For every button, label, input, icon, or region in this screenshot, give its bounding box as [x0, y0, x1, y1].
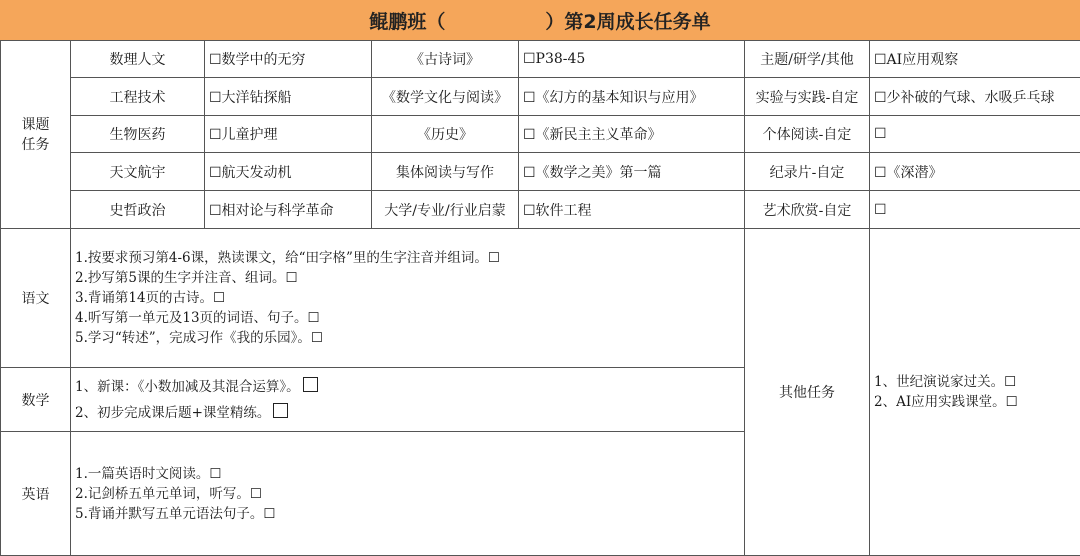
sheet-title — [0, 0, 1080, 41]
chinese-label: 语文 — [1, 229, 71, 368]
topic-task-checkbox[interactable]: ☐儿童护理 — [205, 116, 372, 153]
topic-course: 《数学文化与阅读》 — [372, 78, 519, 116]
topic-course: 《古诗词》 — [372, 41, 519, 78]
topic-row — [1, 191, 1080, 229]
topic-extra-checkbox[interactable]: ☐ — [870, 191, 1080, 229]
topic-course: 《历史》 — [372, 116, 519, 153]
other-task-item[interactable]: 1、世纪演说家过关。☐ — [874, 374, 1017, 390]
task-table — [0, 40, 1080, 556]
topic-extra-checkbox[interactable]: ☐ — [870, 116, 1080, 153]
topic-course-checkbox[interactable]: ☐《幻方的基本知识与应用》 — [519, 78, 745, 116]
topic-course-checkbox[interactable]: ☐P38-45 — [519, 41, 745, 78]
math-task-checkbox[interactable] — [273, 403, 288, 418]
topic-row — [1, 41, 1080, 78]
english-tasks — [71, 432, 745, 556]
other-task-item[interactable]: 2、AI应用实践课堂。☐ — [874, 394, 1018, 410]
topic-course: 集体阅读与写作 — [372, 153, 519, 191]
topic-task-checkbox[interactable]: ☐数学中的无穷 — [205, 41, 372, 78]
english-task-item[interactable]: 1.一篇英语时文阅读。☐ — [75, 465, 222, 482]
chinese-task-item[interactable]: 2.抄写第5课的生字并注音、组词。☐ — [75, 270, 298, 286]
topic-category: 工程技术 — [71, 78, 205, 116]
math-task-row — [75, 374, 740, 400]
chinese-tasks — [71, 229, 745, 368]
topic-extra-category: 艺术欣赏-自定 — [745, 191, 870, 229]
topic-course-checkbox[interactable]: ☐软件工程 — [519, 191, 745, 229]
topic-extra-category: 纪录片-自定 — [745, 153, 870, 191]
chinese-row — [1, 229, 1080, 368]
chinese-task-item[interactable]: 5.学习“转述”，完成习作《我的乐园》。☐ — [75, 330, 324, 346]
topic-row — [1, 153, 1080, 191]
title-rest: ）第2周成长任务单 — [545, 10, 711, 33]
topic-task-checkbox[interactable]: ☐相对论与科学革命 — [205, 191, 372, 229]
topic-extra-checkbox[interactable]: ☐《深潜》 — [870, 153, 1080, 191]
topic-task-checkbox[interactable]: ☐航天发动机 — [205, 153, 372, 191]
topic-extra-category: 主题/研学/其他 — [745, 41, 870, 78]
title-class-name: 鲲鹏班（ — [369, 10, 446, 33]
other-label: 其他任务 — [745, 229, 870, 556]
topic-extra-checkbox[interactable]: ☐少补破的气球、水吸乒乓球 — [870, 78, 1080, 116]
math-task-item: 1、新课：《小数加减及其混合运算》。 — [75, 378, 300, 395]
topics-label-cell — [1, 41, 71, 229]
topic-extra-category: 个体阅读-自定 — [745, 116, 870, 153]
chinese-task-item[interactable]: 4.听写第一单元及13页的词语、句子。☐ — [75, 310, 320, 326]
topic-extra-checkbox[interactable]: ☐AI应用观察 — [870, 41, 1080, 78]
topic-category: 天文航宇 — [71, 153, 205, 191]
other-tasks — [870, 229, 1080, 556]
topic-category: 生物医药 — [71, 116, 205, 153]
topic-extra-category: 实验与实践-自定 — [745, 78, 870, 116]
math-tasks — [71, 368, 745, 432]
math-label: 数学 — [1, 368, 71, 432]
english-task-item[interactable]: 5.背诵并默写五单元语法句子。☐ — [75, 505, 276, 522]
chinese-task-item[interactable]: 1.按要求预习第4-6课，熟读课文，给“田字格”里的生字注音并组词。☐ — [75, 250, 501, 266]
topic-course-checkbox[interactable]: ☐《新民主主义革命》 — [519, 116, 745, 153]
topic-category: 数理人文 — [71, 41, 205, 78]
english-label: 英语 — [1, 432, 71, 556]
topic-course-checkbox[interactable]: ☐《数学之美》第一篇 — [519, 153, 745, 191]
topic-category: 史哲政治 — [71, 191, 205, 229]
math-task-item: 2、初步完成课后题+课堂精练。 — [75, 404, 271, 421]
chinese-task-item[interactable]: 3.背诵第14页的古诗。☐ — [75, 290, 226, 306]
topic-task-checkbox[interactable]: ☐大洋钻探船 — [205, 78, 372, 116]
english-task-item[interactable]: 2.记剑桥五单元单词，听写。☐ — [75, 485, 262, 502]
math-task-row — [75, 400, 740, 426]
math-task-checkbox[interactable] — [303, 377, 318, 392]
topic-course: 大学/专业/行业启蒙 — [372, 191, 519, 229]
topic-row — [1, 78, 1080, 116]
topic-row — [1, 116, 1080, 153]
topics-label: 课题任务 — [21, 116, 50, 153]
